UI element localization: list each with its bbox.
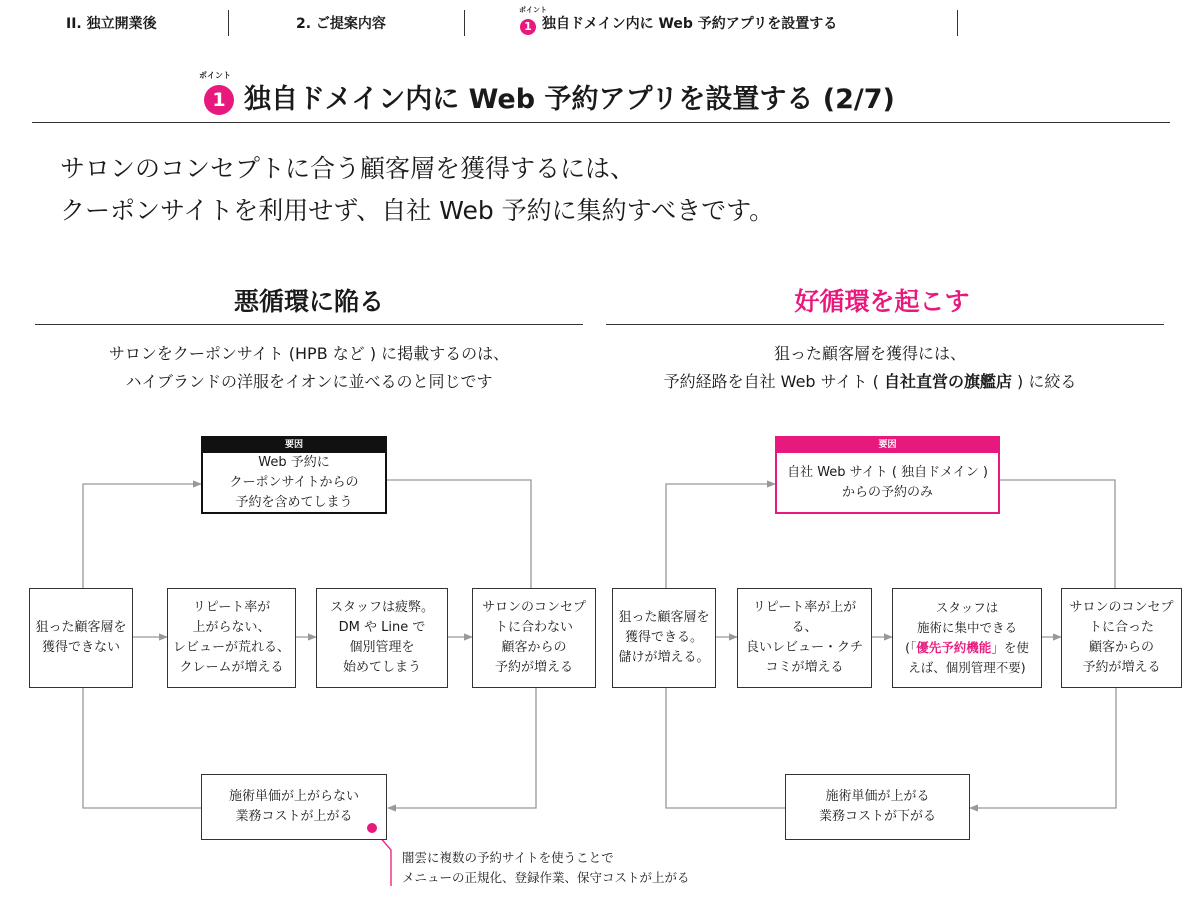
vicious-box-4: サロンのコンセプ トに合わない 顧客からの 予約が増える — [472, 588, 596, 688]
virtuous-factor-box — [775, 436, 1000, 514]
virtuous-box-2: リピート率が上がる、 良いレビュー・クチ コミが増える — [737, 588, 872, 688]
note-callout-line — [379, 836, 391, 886]
note-marker-dot — [367, 823, 377, 833]
title-point-label: ポイント — [199, 71, 231, 80]
arrow-vicious-start-to-factor — [83, 484, 201, 588]
vicious-note — [402, 848, 690, 888]
line-virtuous-bottom-to-box1 — [666, 688, 785, 808]
vicious-factor-text: Web 予約に クーポンサイトからの 予約を含めてしまう — [229, 455, 359, 510]
vicious-factor-box — [201, 436, 387, 514]
virtuous-box-3-line-4: えば、個別管理不要) — [908, 660, 1026, 675]
virtuous-factor-text: 自社 Web サイト ( 独自ドメイン ) からの予約のみ — [787, 464, 988, 500]
vicious-box-3: スタッフは疲弊。 DM や Line で 個別管理を 始めてしまう — [316, 588, 448, 688]
virtuous-cycle-heading: 好循環を起こす — [794, 287, 970, 316]
vicious-bottom-box: 施術単価が上がらない 業務コストが上がる — [201, 774, 387, 840]
vicious-desc-line-1: サロンをクーポンサイト (HPB など ) に掲載するのは、 — [108, 344, 510, 363]
breadcrumb-item-3-label: 独自ドメイン内に Web 予約アプリを設置する — [542, 16, 838, 32]
virtuous-box-3-line-3: (「優先予約機能」を使 — [905, 640, 1029, 655]
vicious-note-line-1: 闇雲に複数の予約サイトを使うことで — [402, 850, 614, 865]
virtuous-box-3-line-2: 施術に集中できる — [916, 620, 1017, 635]
page-title-text: 独自ドメイン内に Web 予約アプリを設置する (2/7) — [244, 84, 895, 115]
line-virtuous-factor-to-box4 — [1000, 480, 1115, 588]
point-number-badge: 1 — [520, 19, 536, 35]
virtuous-box-4: サロンのコンセプ トに合った 顧客からの 予約が増える — [1061, 588, 1182, 688]
virtuous-desc-line-1: 狙った顧客層を獲得には、 — [773, 344, 966, 363]
arrow-virtuous-box4-to-bottom — [970, 688, 1116, 808]
virtuous-box-3 — [892, 588, 1042, 688]
lead-line-2: クーポンサイトを利用せず、自社 Web 予約に集約すべきです。 — [60, 196, 775, 225]
line-vicious-factor-to-box4 — [387, 480, 531, 588]
vicious-cycle-heading: 悪循環に陥る — [233, 287, 384, 316]
virtuous-bottom-box: 施術単価が上がる 業務コストが下がる — [785, 774, 970, 840]
point-number-badge: 1 — [204, 85, 234, 115]
flagship-store-emphasis: 自社直営の旗艦店 — [883, 372, 1012, 391]
vicious-box-1: 狙った顧客層を 獲得できない — [29, 588, 133, 688]
priority-booking-feature: 優先予約機能 — [916, 640, 992, 655]
factor-label: 要因 — [203, 438, 385, 453]
arrow-vicious-box4-to-bottom — [388, 688, 536, 808]
vicious-desc-line-2: ハイブランドの洋服をイオンに並べるのと同じです — [125, 372, 493, 391]
virtuous-desc-line-2: 予約経路を自社 Web サイト ( 自社直営の旗艦店 ) に絞る — [663, 372, 1077, 391]
virtuous-box-3-line-1: スタッフは — [935, 600, 999, 615]
factor-label: 要因 — [777, 438, 998, 453]
vicious-box-2: リピート率が 上がらない、 レビューが荒れる、 クレームが増える — [167, 588, 296, 688]
lead-line-1: サロンのコンセプトに合う顧客層を獲得するには、 — [60, 154, 636, 183]
breadcrumb-item-2[interactable]: 2. ご提案内容 — [296, 16, 386, 32]
virtuous-box-1: 狙った顧客層を 獲得できる。 儲けが増える。 — [612, 588, 716, 688]
vicious-note-line-2: メニューの正規化、登録作業、保守コストが上がる — [402, 870, 690, 885]
breadcrumb-item-1[interactable]: II. 独立開業後 — [66, 16, 157, 32]
arrow-virtuous-start-to-factor — [666, 484, 775, 588]
breadcrumb-point-label: ポイント — [519, 6, 547, 14]
line-vicious-bottom-to-box1 — [83, 688, 201, 808]
